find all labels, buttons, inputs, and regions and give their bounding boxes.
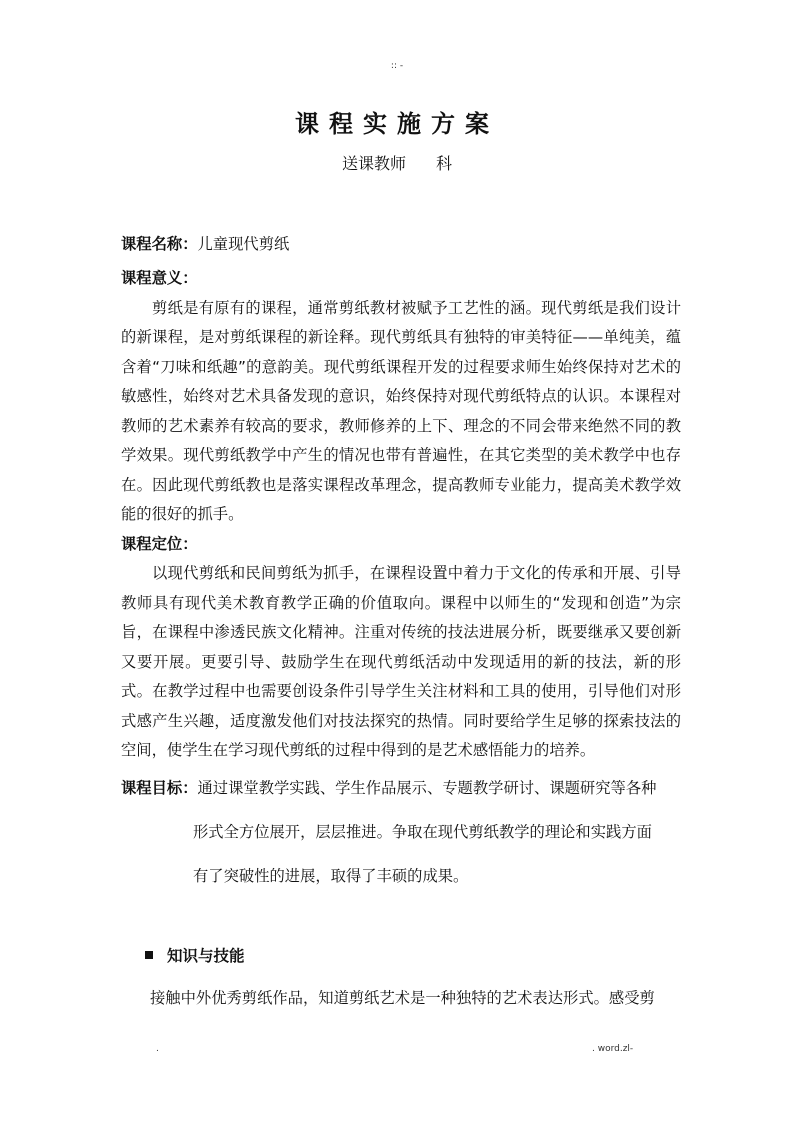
positioning-label: 课程定位： bbox=[121, 534, 198, 553]
course-name-line bbox=[121, 230, 681, 260]
goals-section bbox=[121, 776, 681, 888]
knowledge-skills-paragraph: 接触中外优秀剪纸作品，知道剪纸艺术是一种独特的艺术表达形式。感受剪 bbox=[150, 989, 655, 1007]
knowledge-skills-label: 知识与技能 bbox=[167, 947, 245, 965]
footer-right-mark: . word.zl- bbox=[592, 1044, 634, 1054]
positioning-paragraph: 以现代剪纸和民间剪纸为抓手，在课程设置中着力于文化的传承和开展、引导教师具有现代美术教育教学正确的价值取向。课程中以师生的“发现和创造”为宗旨，在课程中渗透民族文化精神。注重对传统的技法进展分析，既要继承又要创新又要开展。更要引导、鼓励学生在现代剪纸活动中发现适用的新的技法，新的形式。在教学过程中也需要创设条件引导学生关注材料和工具的使用，引导他们对形式感产生兴趣，适度激发他们对技法探究的热情。同时要给学生足够的探索技法的空间，使学生在学习现代剪纸的过程中得到的是艺术感悟能力的培养。 bbox=[121, 564, 681, 759]
square-bullet-icon bbox=[145, 951, 153, 959]
goals-label: 课程目标： bbox=[121, 779, 198, 797]
subtitle bbox=[0, 151, 794, 174]
goals-line-3: 有了突破性的进展，取得了丰硕的成果。 bbox=[193, 867, 469, 885]
course-name-value: 儿童现代剪纸 bbox=[197, 235, 290, 253]
course-name-label: 课程名称： bbox=[121, 235, 198, 253]
page-title: 课程实施方案 bbox=[295, 110, 499, 138]
header-mark: :: - bbox=[390, 61, 404, 71]
significance-section bbox=[121, 264, 681, 766]
significance-label: 课程意义： bbox=[121, 269, 198, 287]
goals-line-2: 形式全方位展开，层层推进。争取在现代剪纸教学的理论和实践方面 bbox=[193, 823, 652, 841]
subtitle-subject: 科 bbox=[436, 154, 453, 173]
goals-line-1: 通过课堂教学实践、学生作品展示、专题教学研讨、课题研究等各种 bbox=[197, 779, 657, 797]
subtitle-teacher: 送课教师 bbox=[341, 154, 406, 173]
footer-left-mark: . bbox=[156, 1044, 159, 1054]
knowledge-skills-heading bbox=[145, 944, 245, 966]
significance-paragraph: 剪纸是有原有的课程，通常剪纸教材被赋予工艺性的涵。现代剪纸是我们设计的新课程，是对剪纸课程的新诠释。现代剪纸具有独特的审美特征——单纯美，蕴含着“刀味和纸趣”的意韵美。现代剪纸课程开发的过程要求师生始终保持对艺术的敏感性，始终对艺术具备发现的意识，始终保持对现代剪纸特点的认识。本课程对教师的艺术素养有较高的要求，教师修养的上下、理念的不同会带来绝然不同的教学效果。现代剪纸教学中产生的情况也带有普遍性，在其它类型的美术教学中也存在。因此现代剪纸教也是落实课程改革理念，提高教师专业能力，提高美术教学效能的很好的抓手。 bbox=[121, 298, 681, 523]
